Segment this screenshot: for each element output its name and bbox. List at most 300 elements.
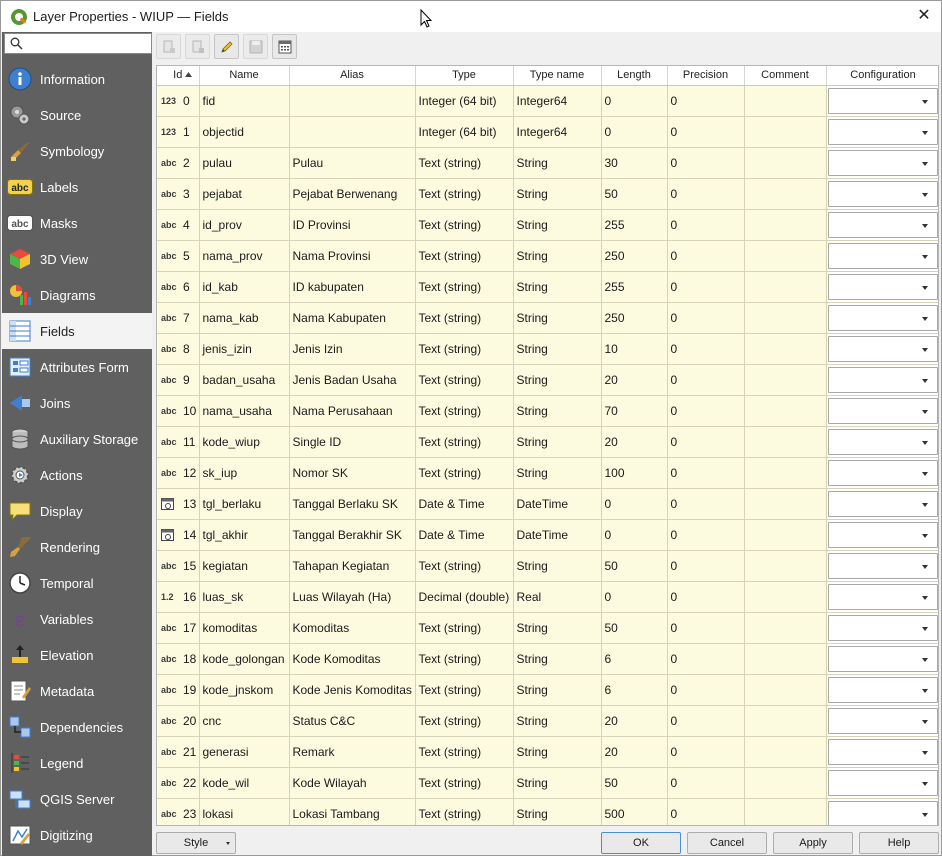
cell-id[interactable] <box>157 364 199 395</box>
cell-name[interactable]: kode_wil <box>199 767 289 798</box>
cell-alias[interactable]: Tahapan Kegiatan <box>289 550 415 581</box>
sidebar-item-legend[interactable] <box>2 745 152 781</box>
configuration-dropdown[interactable] <box>828 801 938 827</box>
cell-id[interactable] <box>157 457 199 488</box>
cell-type-name[interactable]: String <box>513 457 601 488</box>
cell-length[interactable]: 0 <box>601 116 667 147</box>
cell-type-name[interactable]: String <box>513 302 601 333</box>
table-row[interactable] <box>157 674 939 705</box>
cell-precision[interactable]: 0 <box>667 395 744 426</box>
cell-name[interactable]: tgl_berlaku <box>199 488 289 519</box>
cell-alias[interactable]: Status C&C <box>289 705 415 736</box>
cell-alias[interactable]: Kode Jenis Komoditas <box>289 674 415 705</box>
table-row[interactable] <box>157 147 939 178</box>
cell-length[interactable]: 20 <box>601 426 667 457</box>
cell-type-name[interactable]: DateTime <box>513 519 601 550</box>
cell-name[interactable]: pulau <box>199 147 289 178</box>
cell-comment[interactable] <box>744 85 826 116</box>
cell-type[interactable]: Text (string) <box>415 457 513 488</box>
save-edits-button[interactable] <box>243 34 268 59</box>
cell-comment[interactable] <box>744 519 826 550</box>
cell-id[interactable] <box>157 612 199 643</box>
cell-alias[interactable]: Jenis Badan Usaha <box>289 364 415 395</box>
cell-type[interactable]: Text (string) <box>415 209 513 240</box>
cell-type[interactable]: Text (string) <box>415 550 513 581</box>
configuration-dropdown[interactable] <box>828 212 938 238</box>
cell-type-name[interactable]: String <box>513 736 601 767</box>
table-row[interactable] <box>157 395 939 426</box>
sidebar-item-fields[interactable] <box>2 313 152 349</box>
cell-id[interactable] <box>157 85 199 116</box>
table-row[interactable] <box>157 302 939 333</box>
cell-alias[interactable]: Tanggal Berlaku SK <box>289 488 415 519</box>
table-row[interactable] <box>157 116 939 147</box>
sidebar-item-digitizing[interactable] <box>2 817 152 853</box>
cell-length[interactable]: 0 <box>601 85 667 116</box>
cell-type[interactable]: Integer (64 bit) <box>415 116 513 147</box>
datetime-type-icon <box>161 497 178 510</box>
cell-length[interactable]: 250 <box>601 240 667 271</box>
table-row[interactable] <box>157 519 939 550</box>
sidebar <box>2 32 152 856</box>
cell-length[interactable]: 0 <box>601 488 667 519</box>
cell-length[interactable]: 0 <box>601 581 667 612</box>
sidebar-item-variables[interactable] <box>2 601 152 637</box>
table-row[interactable] <box>157 271 939 302</box>
table-row[interactable] <box>157 178 939 209</box>
cell-length[interactable]: 20 <box>601 705 667 736</box>
cell-precision[interactable]: 0 <box>667 209 744 240</box>
fields-toolbar <box>156 34 297 60</box>
toggle-editing-button[interactable] <box>214 34 239 59</box>
cell-type[interactable]: Text (string) <box>415 240 513 271</box>
cell-comment[interactable] <box>744 240 826 271</box>
cell-comment[interactable] <box>744 271 826 302</box>
cell-alias[interactable]: ID kabupaten <box>289 271 415 302</box>
cell-type[interactable]: Date & Time <box>415 519 513 550</box>
cell-precision[interactable]: 0 <box>667 581 744 612</box>
labels-icon <box>7 174 33 200</box>
configuration-dropdown[interactable] <box>828 522 938 548</box>
string-type-icon: abc <box>161 560 177 571</box>
cell-type-name[interactable]: String <box>513 271 601 302</box>
cell-comment[interactable] <box>744 581 826 612</box>
cell-comment[interactable] <box>744 302 826 333</box>
ok-button[interactable]: OK <box>601 832 681 854</box>
cell-comment[interactable] <box>744 736 826 767</box>
table-row[interactable] <box>157 457 939 488</box>
cell-comment[interactable] <box>744 705 826 736</box>
cell-id[interactable] <box>157 488 199 519</box>
cell-comment[interactable] <box>744 612 826 643</box>
cell-comment[interactable] <box>744 147 826 178</box>
header-id[interactable]: Id <box>157 66 199 85</box>
configuration-dropdown[interactable] <box>828 429 938 455</box>
header-alias[interactable]: Alias <box>289 66 415 85</box>
cell-type-name[interactable]: String <box>513 550 601 581</box>
sidebar-item-label: Diagrams <box>40 287 96 303</box>
configuration-dropdown[interactable] <box>828 739 938 765</box>
cell-precision[interactable]: 0 <box>667 550 744 581</box>
cell-alias[interactable] <box>289 85 415 116</box>
cell-length[interactable]: 50 <box>601 550 667 581</box>
cell-type-name[interactable]: Integer64 <box>513 85 601 116</box>
table-row[interactable] <box>157 240 939 271</box>
cell-type[interactable]: Text (string) <box>415 736 513 767</box>
cell-comment[interactable] <box>744 457 826 488</box>
configuration-dropdown[interactable] <box>828 677 938 703</box>
cell-length[interactable]: 10 <box>601 333 667 364</box>
field-id: 5 <box>183 248 190 263</box>
cell-type[interactable]: Text (string) <box>415 674 513 705</box>
cell-name[interactable]: objectid <box>199 116 289 147</box>
sidebar-item-information[interactable] <box>2 61 152 97</box>
cell-type-name[interactable]: String <box>513 333 601 364</box>
cell-name[interactable]: nama_prov <box>199 240 289 271</box>
cell-precision[interactable]: 0 <box>667 364 744 395</box>
table-row[interactable] <box>157 209 939 240</box>
cell-id[interactable] <box>157 178 199 209</box>
cell-type[interactable]: Text (string) <box>415 364 513 395</box>
configuration-dropdown[interactable] <box>828 274 938 300</box>
field-id: 23 <box>183 806 197 821</box>
cell-type[interactable]: Text (string) <box>415 643 513 674</box>
configuration-dropdown[interactable] <box>828 88 938 114</box>
cell-length[interactable]: 30 <box>601 147 667 178</box>
cell-length[interactable]: 70 <box>601 395 667 426</box>
cell-type[interactable]: Text (string) <box>415 798 513 826</box>
cell-id[interactable] <box>157 581 199 612</box>
cell-length[interactable]: 250 <box>601 302 667 333</box>
cell-type-name[interactable]: String <box>513 209 601 240</box>
header-comment[interactable]: Comment <box>744 66 826 85</box>
cell-comment[interactable] <box>744 209 826 240</box>
cell-id[interactable] <box>157 798 199 826</box>
cancel-button[interactable]: Cancel <box>687 832 767 854</box>
cell-alias[interactable]: Kode Komoditas <box>289 643 415 674</box>
cell-name[interactable]: generasi <box>199 736 289 767</box>
cell-type[interactable]: Date & Time <box>415 488 513 519</box>
close-icon[interactable]: ✕ <box>917 7 931 24</box>
cell-alias[interactable]: Lokasi Tambang <box>289 798 415 826</box>
table-row[interactable] <box>157 798 939 826</box>
cell-type-name[interactable]: String <box>513 426 601 457</box>
cell-precision[interactable]: 0 <box>667 426 744 457</box>
header-name[interactable]: Name <box>199 66 289 85</box>
cell-name[interactable]: nama_usaha <box>199 395 289 426</box>
cell-comment[interactable] <box>744 116 826 147</box>
cell-alias[interactable] <box>289 116 415 147</box>
cell-length[interactable]: 500 <box>601 798 667 826</box>
sidebar-item-attributes-form[interactable] <box>2 349 152 385</box>
header-precision[interactable]: Precision <box>667 66 744 85</box>
cell-type[interactable]: Decimal (double) <box>415 581 513 612</box>
cell-precision[interactable]: 0 <box>667 147 744 178</box>
cell-precision[interactable]: 0 <box>667 85 744 116</box>
table-row[interactable] <box>157 488 939 519</box>
sidebar-item-qgis-server[interactable] <box>2 781 152 817</box>
cell-comment[interactable] <box>744 488 826 519</box>
cell-name[interactable]: luas_sk <box>199 581 289 612</box>
cell-name[interactable]: fid <box>199 85 289 116</box>
sidebar-item-temporal[interactable] <box>2 565 152 601</box>
cell-name[interactable]: lokasi <box>199 798 289 826</box>
configuration-dropdown[interactable] <box>828 770 938 796</box>
cell-type[interactable]: Text (string) <box>415 426 513 457</box>
sidebar-item-label: Fields <box>40 323 75 339</box>
configuration-dropdown[interactable] <box>828 708 938 734</box>
cell-type[interactable]: Integer (64 bit) <box>415 85 513 116</box>
cell-precision[interactable]: 0 <box>667 488 744 519</box>
cell-alias[interactable]: Jenis Izin <box>289 333 415 364</box>
configuration-dropdown[interactable] <box>828 491 938 517</box>
cell-id[interactable] <box>157 519 199 550</box>
search-input[interactable] <box>27 35 147 52</box>
cell-precision[interactable]: 0 <box>667 302 744 333</box>
cell-type[interactable]: Text (string) <box>415 612 513 643</box>
cell-name[interactable]: tgl_akhir <box>199 519 289 550</box>
cell-id[interactable] <box>157 116 199 147</box>
cell-type-name[interactable]: Real <box>513 581 601 612</box>
cell-precision[interactable]: 0 <box>667 767 744 798</box>
cell-comment[interactable] <box>744 426 826 457</box>
cell-configuration <box>826 85 939 116</box>
cell-type-name[interactable]: String <box>513 767 601 798</box>
cell-comment[interactable] <box>744 364 826 395</box>
cell-alias[interactable]: Nomor SK <box>289 457 415 488</box>
cell-type-name[interactable]: String <box>513 705 601 736</box>
configuration-dropdown[interactable] <box>828 398 938 424</box>
table-row[interactable] <box>157 612 939 643</box>
cell-type-name[interactable]: String <box>513 798 601 826</box>
table-row[interactable] <box>157 736 939 767</box>
table-row[interactable] <box>157 85 939 116</box>
sidebar-item-actions[interactable] <box>2 457 152 493</box>
configuration-dropdown[interactable] <box>828 367 938 393</box>
cell-precision[interactable]: 0 <box>667 674 744 705</box>
cell-precision[interactable]: 0 <box>667 178 744 209</box>
table-row[interactable] <box>157 550 939 581</box>
table-row[interactable] <box>157 426 939 457</box>
sidebar-item-auxiliary-storage[interactable] <box>2 421 152 457</box>
field-calculator-button[interactable] <box>272 34 297 59</box>
cell-type-name[interactable]: String <box>513 364 601 395</box>
cell-name[interactable]: nama_kab <box>199 302 289 333</box>
cell-name[interactable]: kode_golongan <box>199 643 289 674</box>
new-field-button[interactable] <box>156 34 181 59</box>
cell-precision[interactable]: 0 <box>667 333 744 364</box>
sidebar-item-display[interactable] <box>2 493 152 529</box>
3d-view-icon <box>7 246 33 272</box>
cell-name[interactable]: sk_iup <box>199 457 289 488</box>
cell-type-name[interactable]: DateTime <box>513 488 601 519</box>
configuration-dropdown[interactable] <box>828 460 938 486</box>
cell-length[interactable]: 50 <box>601 612 667 643</box>
cell-type-name[interactable]: String <box>513 240 601 271</box>
cell-precision[interactable]: 0 <box>667 736 744 767</box>
cell-type-name[interactable]: String <box>513 674 601 705</box>
cell-alias[interactable]: Nama Provinsi <box>289 240 415 271</box>
string-type-icon: abc <box>161 250 177 261</box>
sidebar-item-dependencies[interactable] <box>2 709 152 745</box>
cell-length[interactable]: 0 <box>601 519 667 550</box>
cell-length[interactable]: 255 <box>601 209 667 240</box>
cell-type-name[interactable]: String <box>513 147 601 178</box>
cell-alias[interactable]: Komoditas <box>289 612 415 643</box>
sort-ascending-icon <box>185 72 192 77</box>
cell-id[interactable] <box>157 333 199 364</box>
cell-alias[interactable]: Pulau <box>289 147 415 178</box>
configuration-dropdown[interactable] <box>828 119 938 145</box>
cell-precision[interactable]: 0 <box>667 116 744 147</box>
cell-type[interactable]: Text (string) <box>415 147 513 178</box>
cell-comment[interactable] <box>744 333 826 364</box>
cell-type[interactable]: Text (string) <box>415 302 513 333</box>
cell-precision[interactable]: 0 <box>667 612 744 643</box>
cell-precision[interactable]: 0 <box>667 271 744 302</box>
sidebar-item-rendering[interactable] <box>2 529 152 565</box>
sidebar-item-3d-view[interactable] <box>2 241 152 277</box>
search-field[interactable] <box>4 33 152 54</box>
cell-comment[interactable] <box>744 767 826 798</box>
cell-id[interactable] <box>157 426 199 457</box>
cell-alias[interactable]: Nama Kabupaten <box>289 302 415 333</box>
cell-comment[interactable] <box>744 550 826 581</box>
configuration-dropdown[interactable] <box>828 150 938 176</box>
style-button[interactable]: Style <box>156 832 236 854</box>
cell-precision[interactable]: 0 <box>667 798 744 826</box>
cell-alias[interactable]: Kode Wilayah <box>289 767 415 798</box>
cell-comment[interactable] <box>744 178 826 209</box>
configuration-dropdown[interactable] <box>828 584 938 610</box>
cell-precision[interactable]: 0 <box>667 240 744 271</box>
cell-id[interactable] <box>157 209 199 240</box>
cell-type[interactable]: Text (string) <box>415 767 513 798</box>
cell-length[interactable]: 20 <box>601 736 667 767</box>
sidebar-item-diagrams[interactable] <box>2 277 152 313</box>
header-configuration[interactable]: Configuration <box>826 66 939 85</box>
configuration-dropdown[interactable] <box>828 336 938 362</box>
cell-precision[interactable]: 0 <box>667 457 744 488</box>
cell-alias[interactable]: ID Provinsi <box>289 209 415 240</box>
cell-name[interactable]: cnc <box>199 705 289 736</box>
cell-alias[interactable]: Pejabat Berwenang <box>289 178 415 209</box>
header-length[interactable]: Length <box>601 66 667 85</box>
cell-id[interactable] <box>157 302 199 333</box>
sidebar-item-metadata[interactable] <box>2 673 152 709</box>
configuration-dropdown[interactable] <box>828 305 938 331</box>
cell-length[interactable]: 100 <box>601 457 667 488</box>
cell-precision[interactable]: 0 <box>667 519 744 550</box>
cell-comment[interactable] <box>744 798 826 826</box>
cell-name[interactable]: komoditas <box>199 612 289 643</box>
sidebar-item-labels[interactable] <box>2 169 152 205</box>
cell-type-name[interactable]: String <box>513 178 601 209</box>
table-row[interactable] <box>157 333 939 364</box>
cell-name[interactable]: kode_jnskom <box>199 674 289 705</box>
configuration-dropdown[interactable] <box>828 646 938 672</box>
cell-id[interactable] <box>157 736 199 767</box>
table-row[interactable] <box>157 581 939 612</box>
table-row[interactable] <box>157 767 939 798</box>
sidebar-item-source[interactable] <box>2 97 152 133</box>
header-type[interactable]: Type <box>415 66 513 85</box>
string-type-icon: abc <box>161 684 177 695</box>
cell-name[interactable]: id_kab <box>199 271 289 302</box>
sidebar-item-masks[interactable] <box>2 205 152 241</box>
cell-length[interactable]: 50 <box>601 178 667 209</box>
cell-precision[interactable]: 0 <box>667 705 744 736</box>
cell-length[interactable]: 20 <box>601 364 667 395</box>
table-row[interactable] <box>157 705 939 736</box>
sidebar-item-elevation[interactable] <box>2 637 152 673</box>
cell-length[interactable]: 6 <box>601 643 667 674</box>
cell-type[interactable]: Text (string) <box>415 705 513 736</box>
cell-id[interactable] <box>157 705 199 736</box>
cell-type[interactable]: Text (string) <box>415 271 513 302</box>
cell-id[interactable] <box>157 240 199 271</box>
cell-type[interactable]: Text (string) <box>415 333 513 364</box>
sidebar-item-joins[interactable] <box>2 385 152 421</box>
configuration-dropdown[interactable] <box>828 553 938 579</box>
cell-type-name[interactable]: String <box>513 612 601 643</box>
cell-type-name[interactable]: String <box>513 643 601 674</box>
cell-alias[interactable]: Luas Wilayah (Ha) <box>289 581 415 612</box>
cell-alias[interactable]: Tanggal Berakhir SK <box>289 519 415 550</box>
cell-name[interactable]: badan_usaha <box>199 364 289 395</box>
cell-precision[interactable]: 0 <box>667 643 744 674</box>
configuration-dropdown[interactable] <box>828 243 938 269</box>
cell-id[interactable] <box>157 674 199 705</box>
cell-name[interactable]: jenis_izin <box>199 333 289 364</box>
cell-length[interactable]: 255 <box>601 271 667 302</box>
cell-type[interactable]: Text (string) <box>415 178 513 209</box>
cell-id[interactable] <box>157 550 199 581</box>
cell-name[interactable]: id_prov <box>199 209 289 240</box>
sidebar-item-symbology[interactable] <box>2 133 152 169</box>
cell-comment[interactable] <box>744 674 826 705</box>
cell-alias[interactable]: Nama Perusahaan <box>289 395 415 426</box>
cell-type[interactable]: Text (string) <box>415 395 513 426</box>
table-row[interactable] <box>157 364 939 395</box>
delete-field-button[interactable] <box>185 34 210 59</box>
help-button[interactable]: Help <box>859 832 939 854</box>
string-type-icon: abc <box>161 808 177 819</box>
configuration-dropdown[interactable] <box>828 615 938 641</box>
cell-id[interactable] <box>157 395 199 426</box>
cell-id[interactable] <box>157 147 199 178</box>
cell-type-name[interactable]: Integer64 <box>513 116 601 147</box>
cell-length[interactable]: 50 <box>601 767 667 798</box>
cell-type-name[interactable]: String <box>513 395 601 426</box>
cell-alias[interactable]: Remark <box>289 736 415 767</box>
cell-comment[interactable] <box>744 643 826 674</box>
cell-name[interactable]: pejabat <box>199 178 289 209</box>
cell-alias[interactable]: Single ID <box>289 426 415 457</box>
cell-id[interactable] <box>157 767 199 798</box>
cell-name[interactable]: kegiatan <box>199 550 289 581</box>
cell-length[interactable]: 6 <box>601 674 667 705</box>
apply-button[interactable]: Apply <box>773 832 853 854</box>
table-row[interactable] <box>157 643 939 674</box>
sidebar-item-label: Labels <box>40 179 79 195</box>
cell-name[interactable]: kode_wiup <box>199 426 289 457</box>
configuration-dropdown[interactable] <box>828 181 938 207</box>
header-type-name[interactable]: Type name <box>513 66 601 85</box>
cell-id[interactable] <box>157 643 199 674</box>
cell-id[interactable] <box>157 271 199 302</box>
cell-comment[interactable] <box>744 395 826 426</box>
